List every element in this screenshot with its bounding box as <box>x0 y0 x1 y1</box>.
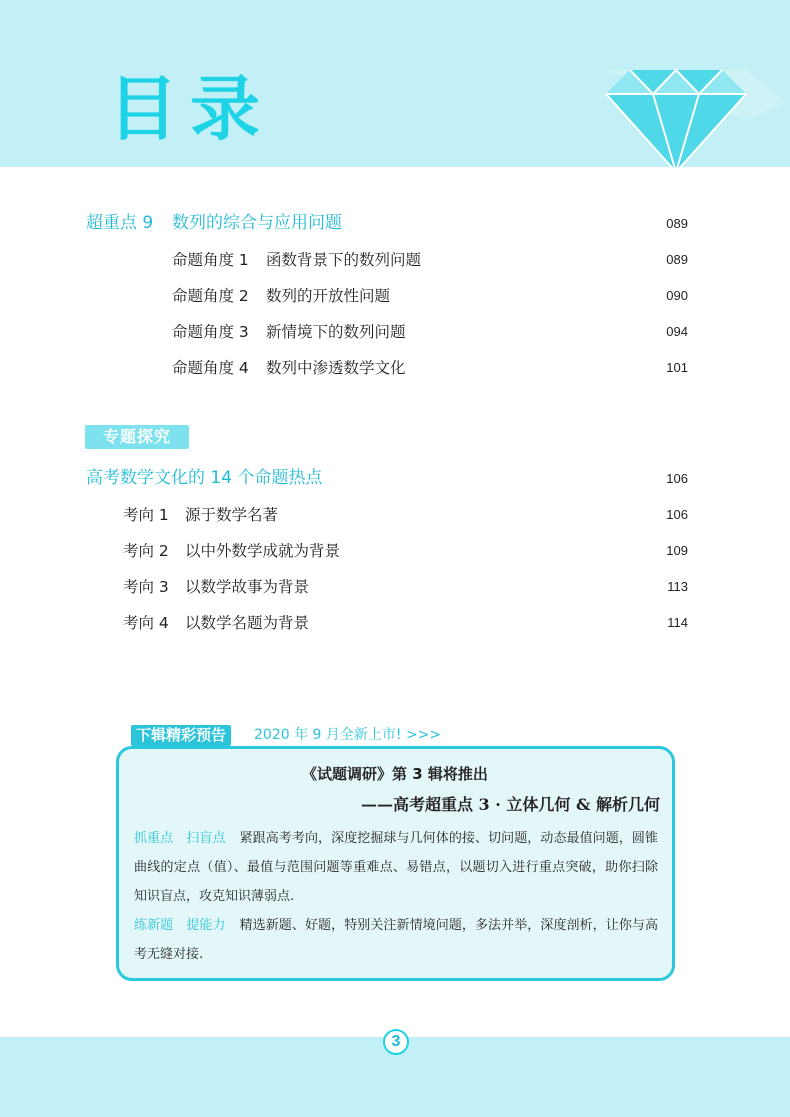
section-tag: 专题探究 <box>85 425 189 449</box>
toc-item-label: 命题角度 1 <box>172 251 249 269</box>
toc-item-page: 113 <box>667 579 688 594</box>
toc-item[interactable] <box>172 356 406 380</box>
toc-item-label: 考向 4 <box>123 614 169 632</box>
diamond-icon <box>596 60 790 172</box>
chapter-label: 超重点 9 <box>86 213 154 233</box>
toc-item-title: 新情境下的数列问题 <box>266 323 406 341</box>
toc-item-title: 函数背景下的数列问题 <box>266 251 422 269</box>
toc-item-page: 094 <box>666 324 688 339</box>
preview-paragraph-1 <box>134 824 658 911</box>
toc-item-label: 命题角度 4 <box>172 359 249 377</box>
toc-item-page: 090 <box>666 288 688 303</box>
toc-item[interactable] <box>172 320 406 344</box>
page-title: 目录 <box>108 68 272 150</box>
toc-item-page: 089 <box>666 252 688 267</box>
special-page: 106 <box>666 471 688 486</box>
toc-item[interactable] <box>123 539 340 563</box>
toc-chapter[interactable] <box>86 211 342 235</box>
toc-special-title[interactable]: 高考数学文化的 14 个命题热点 <box>86 468 323 488</box>
toc-item-title: 数列中渗透数学文化 <box>266 359 406 377</box>
toc-item[interactable] <box>172 284 390 308</box>
paragraph-text: 精选新题、好题，特别关注新情境问题，多法并举，深度剖析，让你与高考无缝对接. <box>134 918 658 962</box>
toc-item-page: 101 <box>666 360 688 375</box>
paragraph-highlight: 练新题 提能力 <box>134 918 226 933</box>
toc-item-title: 源于数学名著 <box>185 506 279 524</box>
preview-date: 2020 年 9 月全新上市! >>> <box>254 727 442 743</box>
preview-paragraph-2 <box>134 911 658 969</box>
toc-item[interactable] <box>172 248 421 272</box>
toc-item-label: 命题角度 3 <box>172 323 249 341</box>
toc-item-title: 以数学故事为背景 <box>185 578 310 596</box>
preview-tag: 下辑精彩预告 <box>131 725 231 746</box>
toc-item-page: 114 <box>667 615 688 630</box>
toc-item[interactable] <box>123 503 278 527</box>
page-number: 3 <box>383 1029 409 1055</box>
chapter-title: 数列的综合与应用问题 <box>172 213 342 233</box>
toc-item-label: 命题角度 2 <box>172 287 249 305</box>
toc-item-page: 109 <box>666 543 688 558</box>
toc-item-title: 数列的开放性问题 <box>266 287 391 305</box>
toc-item[interactable] <box>123 575 309 599</box>
toc-item-label: 考向 2 <box>123 542 169 560</box>
chapter-page: 089 <box>666 216 688 231</box>
preview-subtitle: ——高考超重点 3 · 立体几何 & 解析几何 <box>360 795 660 814</box>
paragraph-highlight: 抓重点 扫盲点 <box>134 831 226 846</box>
toc-item-page: 106 <box>666 507 688 522</box>
toc-item-label: 考向 1 <box>123 506 169 524</box>
paragraph-text: 紧跟高考考向，深度挖掘球与几何体的接、切问题，动态最值问题，圆锥曲线的定点（值）、最值与范围问题等重难点、易错点，以题切入进行重点突破，助你扫除知识盲点，攻克知识薄弱点. <box>134 831 658 904</box>
toc-item-label: 考向 3 <box>123 578 169 596</box>
toc-item[interactable] <box>123 611 309 635</box>
preview-title: 《试题调研》第 3 辑将推出 <box>302 765 488 783</box>
toc-item-title: 以中外数学成就为背景 <box>185 542 341 560</box>
toc-item-title: 以数学名题为背景 <box>185 614 310 632</box>
